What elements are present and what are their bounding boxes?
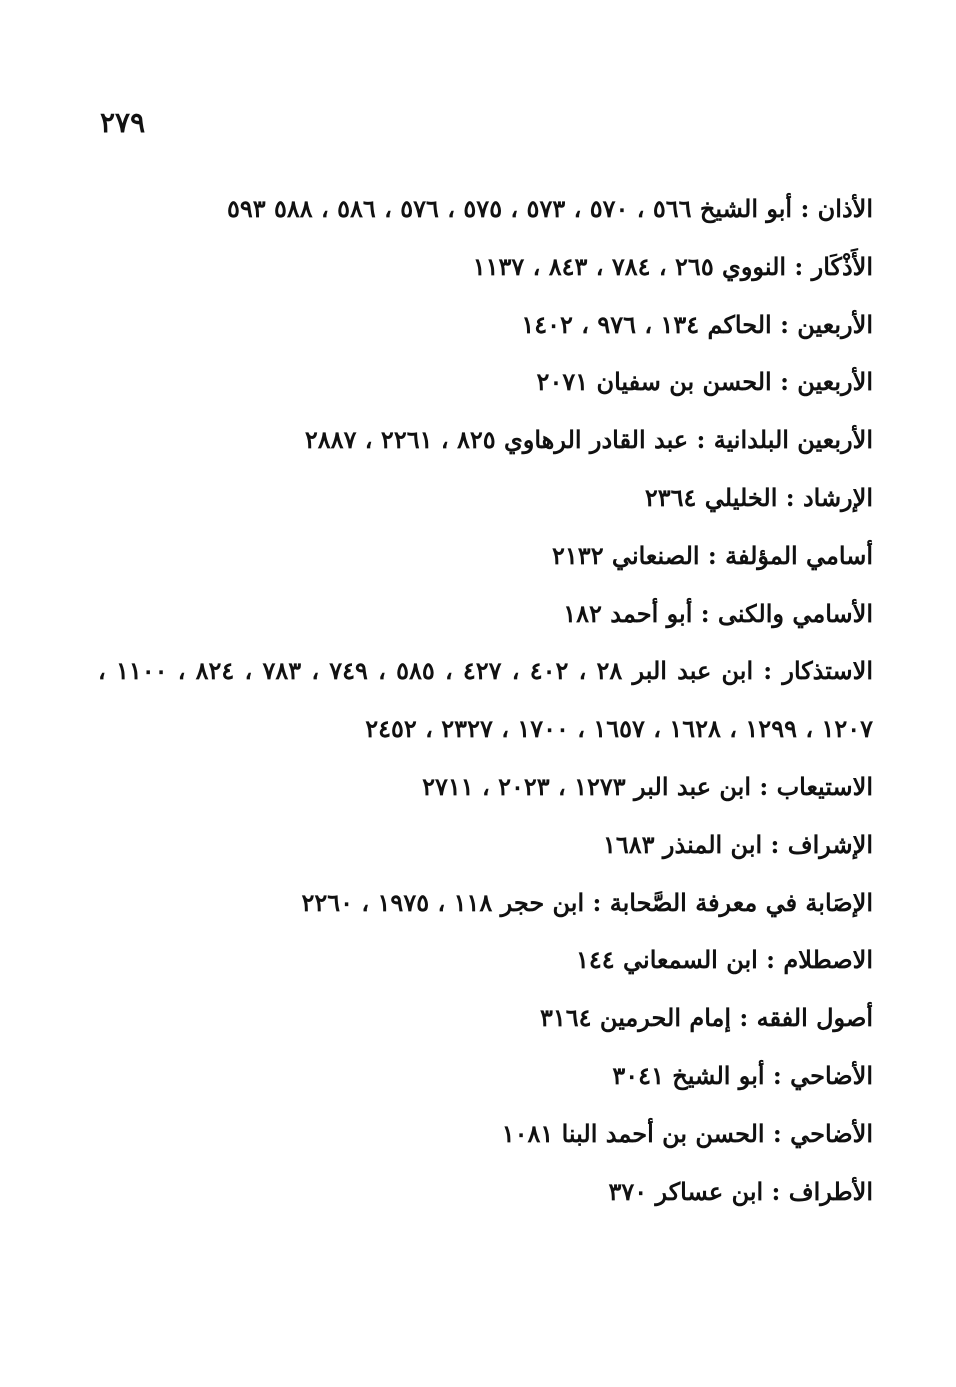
index-entry-istidhkar: الاستذكار : ابن عبد البر ٢٨ ، ٤٠٢ ، ٤٢٧ ، ٥٨٥ ، ٧٤٩ ، ٧٨٣ ، ٨٢٤ ، ١١٠٠ ، ١٢٠٧ ، ١٢٩٩ ، ١٦٢٨ ، ١٦٥٧ ، ١٧٠٠ ، ٢٣٢٧ ، ٢٤٥٢ [98, 656, 873, 744]
index-entry-atraf: الأطراف : ابن عساكر ٣٧٠ [608, 1176, 873, 1206]
bibliography-index-list [98, 180, 873, 1220]
index-entry-adahi-abu-shaykh: الأضاحي : أبو الشيخ ٣٠٤١ [612, 1060, 873, 1090]
index-entry-istiab: الاستيعاب : ابن عبد البر ١٢٧٣ ، ٢٠٢٣ ، ٢٧١١ [422, 771, 873, 801]
index-entry-ishraf: الإشراف : ابن المنذر ١٦٨٣ [603, 829, 873, 859]
index-entry-usul-fiqh: أصول الفقه : إمام الحرمين ٣١٦٤ [540, 1003, 873, 1033]
index-entry-adhan: الأذان : أبو الشيخ ٥٦٦ ، ٥٧٠ ، ٥٧٣ ، ٥٧٥ ، ٥٧٦ ، ٥٨٦ ، ٥٨٨ ٥٩٣ [226, 194, 873, 223]
index-entry-asami-kuna: الأسامي والكنى : أبو أحمد ١٨٢ [563, 598, 873, 628]
index-entry-arbain-hakim: الأربعين : الحاكم ١٣٤ ، ٩٧٦ ، ١٤٠٢ [521, 309, 873, 339]
index-entry-arbain-hasan: الأربعين : الحسن بن سفيان ٢٠٧١ [536, 367, 873, 397]
page-number: ٢٧٩ [100, 106, 146, 139]
index-entry-asami-muallafa: أسامي المؤلفة : الصنعاني ٢١٣٢ [552, 540, 873, 570]
index-entry-adahi-banna: الأضاحي : الحسن بن أحمد البنا ١٠٨١ [501, 1118, 873, 1148]
index-entry-adhkar: الأَذْكَار : النووي ٢٦٥ ، ٧٨٤ ، ٨٤٣ ، ١١٣٧ [472, 251, 873, 281]
index-entry-arbain-buldaniyya: الأربعين البلدانية : عبد القادر الرهاوي ٨٢٥ ، ٢٢٦١ ، ٢٨٨٧ [304, 425, 873, 455]
index-entry-isaba: الإصَابة في معرفة الصَّحابة : ابن حجر ١١٨ ، ١٩٧٥ ، ٢٢٦٠ [301, 887, 873, 917]
index-entry-irshad: الإرشاد : الخليلي ٢٣٦٤ [644, 482, 873, 512]
index-entry-istilam: الاصطلام : ابن السمعاني ١٤٤ [575, 945, 873, 975]
